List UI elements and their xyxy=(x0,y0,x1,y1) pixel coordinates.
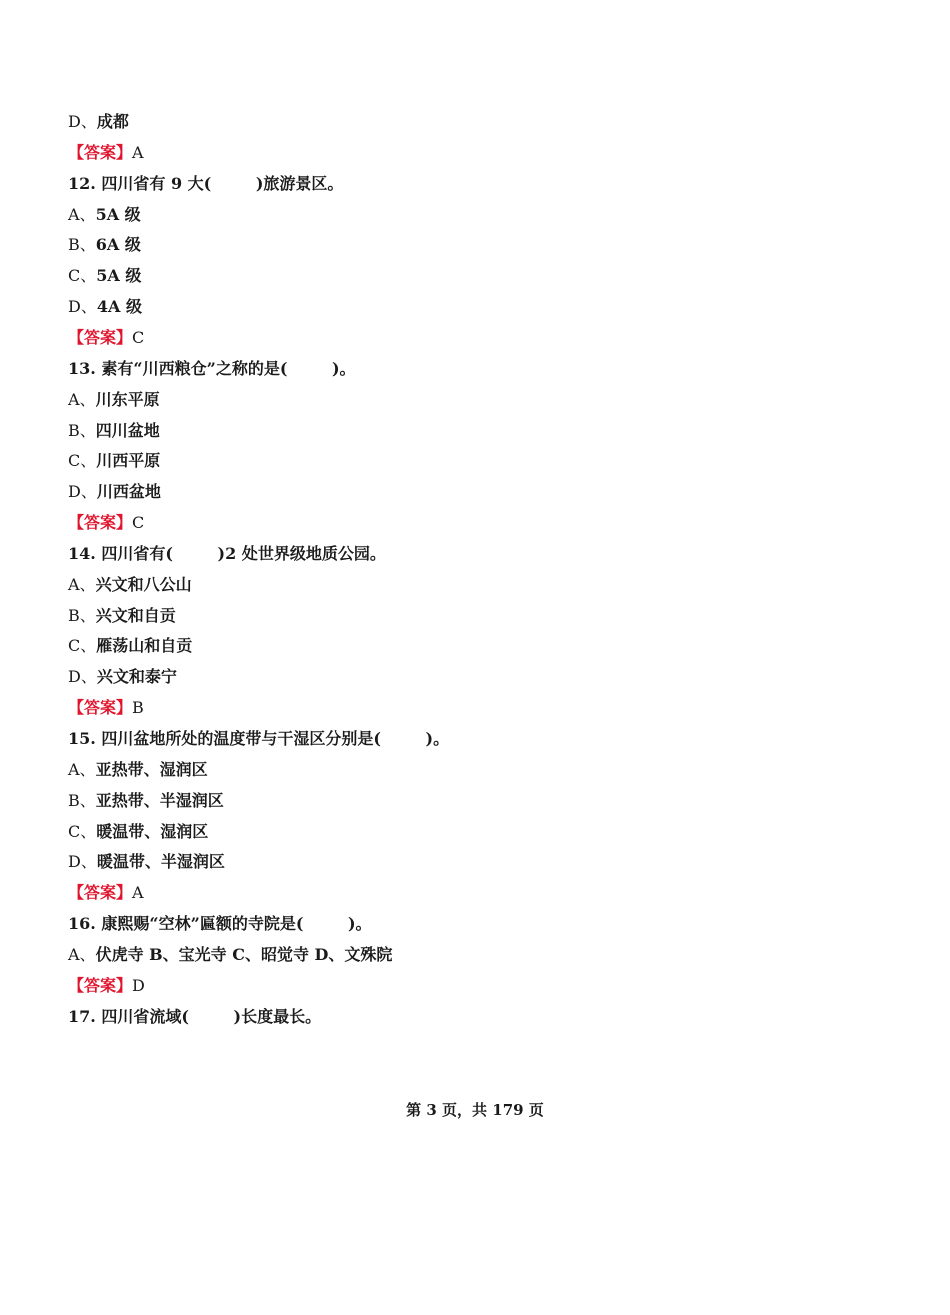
option-label: C、 xyxy=(68,636,97,655)
option-label: A、 xyxy=(68,575,96,594)
question-text: 15. 四川盆地所处的温度带与干湿区分别是( )。 xyxy=(68,729,450,748)
option-text: 成都 xyxy=(96,112,129,131)
option-label: A、 xyxy=(68,760,96,779)
option-line xyxy=(68,266,141,286)
question-text: 17. 四川省流域( )长度最长。 xyxy=(68,1007,322,1026)
answer-line xyxy=(68,143,144,163)
option-label: B、 xyxy=(68,421,96,440)
option-line xyxy=(68,667,177,687)
option-label: C、 xyxy=(68,266,97,285)
answer-tag: 【答案】 xyxy=(68,328,133,347)
option-text: 暖温带、半湿润区 xyxy=(96,852,225,871)
question-text: 14. 四川省有( )2 处世界级地质公园。 xyxy=(68,544,386,563)
page-footer: 第 3 页，共 179 页 xyxy=(406,1101,544,1119)
option-text: 伏虎寺 B、宝光寺 C、昭觉寺 D、文殊院 xyxy=(95,945,393,964)
option-label: D、 xyxy=(68,112,97,131)
option-label: C、 xyxy=(68,451,97,470)
option-line xyxy=(68,451,160,471)
option-line xyxy=(68,791,224,811)
answer-value: A xyxy=(132,883,144,902)
question-text: 13. 素有“川西粮仓”之称的是( )。 xyxy=(68,359,356,378)
option-label: B、 xyxy=(68,235,96,254)
option-text: 暖温带、湿润区 xyxy=(96,822,209,841)
option-text: 雁荡山和自贡 xyxy=(96,636,193,655)
answer-tag: 【答案】 xyxy=(68,513,133,532)
option-label: D、 xyxy=(68,297,97,316)
option-text: 川西平原 xyxy=(96,451,161,470)
option-line xyxy=(68,606,176,626)
option-line xyxy=(68,822,208,842)
option-label: B、 xyxy=(68,791,96,810)
option-text: 5A 级 xyxy=(96,266,142,285)
option-line xyxy=(68,112,129,132)
answer-line xyxy=(68,976,145,996)
answer-value: A xyxy=(132,143,144,162)
answer-value: C xyxy=(132,328,145,347)
answer-tag: 【答案】 xyxy=(68,698,133,717)
option-text: 亚热带、半湿润区 xyxy=(95,791,224,810)
option-label: C、 xyxy=(68,822,97,841)
option-label: B、 xyxy=(68,606,96,625)
option-text: 兴文和泰宁 xyxy=(96,667,177,686)
option-line xyxy=(68,421,160,441)
answer-tag: 【答案】 xyxy=(68,976,133,995)
option-label: D、 xyxy=(68,667,97,686)
option-label: A、 xyxy=(68,205,96,224)
answer-line xyxy=(68,698,144,718)
option-line xyxy=(68,760,208,780)
option-line xyxy=(68,482,161,502)
answer-line xyxy=(68,513,144,533)
option-label: D、 xyxy=(68,482,97,501)
question-text: 12. 四川省有 9 大( )旅游景区。 xyxy=(68,174,344,193)
option-label: A、 xyxy=(68,390,96,409)
answer-tag: 【答案】 xyxy=(68,143,133,162)
answer-value: C xyxy=(132,513,145,532)
question-text: 16. 康熙赐“空林”匾额的寺院是( )。 xyxy=(68,914,372,933)
answer-line xyxy=(68,883,144,903)
option-text: 兴文和八公山 xyxy=(95,575,192,594)
option-label: A、 xyxy=(68,945,96,964)
option-line xyxy=(68,297,142,317)
option-line xyxy=(68,235,141,255)
option-text: 四川盆地 xyxy=(95,421,160,440)
answer-line xyxy=(68,328,144,348)
option-text: 川西盆地 xyxy=(96,482,161,501)
option-line xyxy=(68,205,141,225)
option-line xyxy=(68,575,192,595)
answer-value: B xyxy=(132,698,144,717)
option-line xyxy=(68,852,225,872)
option-line xyxy=(68,390,160,410)
option-line xyxy=(68,636,192,656)
option-text: 亚热带、湿润区 xyxy=(95,760,208,779)
option-text: 5A 级 xyxy=(95,205,141,224)
option-text: 6A 级 xyxy=(95,235,141,254)
option-text: 川东平原 xyxy=(95,390,160,409)
option-line xyxy=(68,945,392,965)
option-text: 兴文和自贡 xyxy=(95,606,176,625)
answer-value: D xyxy=(132,976,145,995)
option-label: D、 xyxy=(68,852,97,871)
option-text: 4A 级 xyxy=(96,297,142,316)
answer-tag: 【答案】 xyxy=(68,883,133,902)
